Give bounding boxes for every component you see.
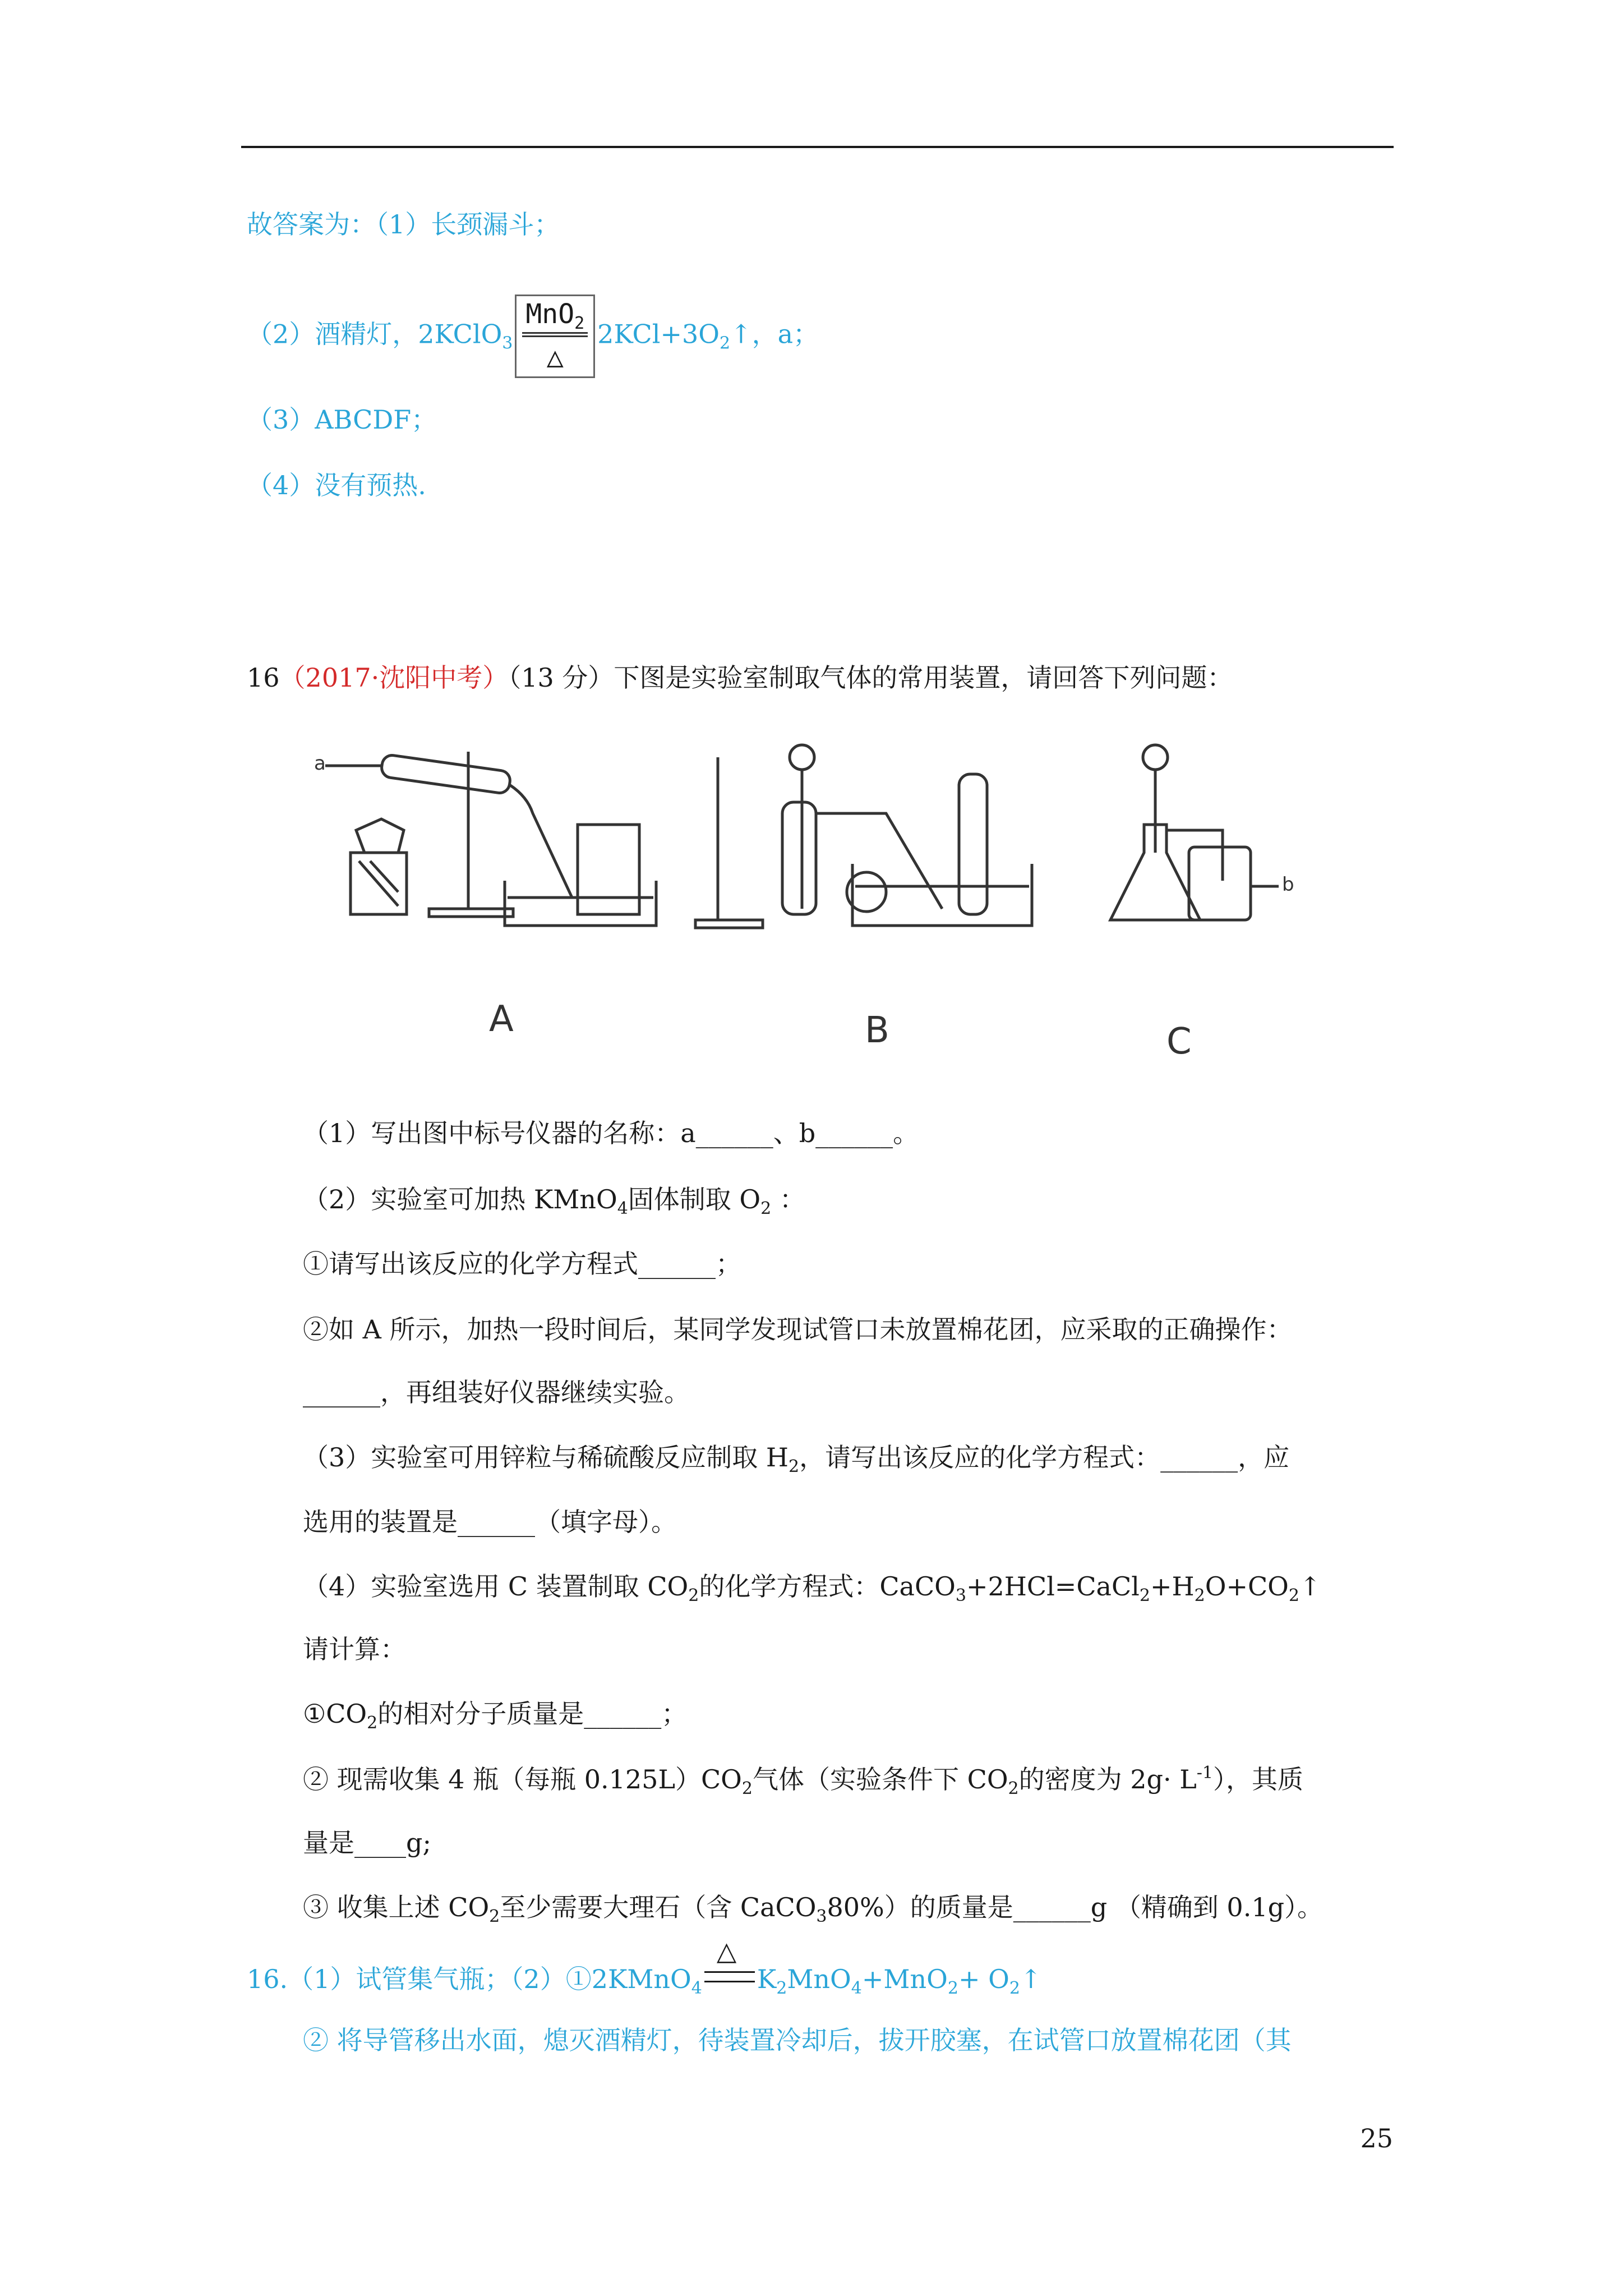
test-tube-b xyxy=(782,802,816,914)
apparatus-diagram xyxy=(314,740,1301,1088)
long-neck-funnel-b xyxy=(790,745,814,770)
iron-stand-a-base xyxy=(429,909,513,917)
question-part-4: （4）实验室选用 C 装置制取 $CO_2$的化学方程式：$CaCO_3+2HCl=CaCl_2+H_2O+CO_2↑$ xyxy=(303,1571,1321,1605)
question-stem: 16（2017·沈阳中考）（13 分）下图是实验室制取气体的常用装置，请回答下列问题： xyxy=(247,662,1233,693)
answer-part-4: （4）没有预热. xyxy=(247,470,426,500)
answer-part-1: （1）长颈漏斗； xyxy=(376,209,560,240)
water-trough-a xyxy=(505,881,656,926)
apparatus-figure xyxy=(314,740,1301,1088)
calc-part-3: ③ 收集上述 $CO_2$至少需要大理石（含 CaCO$_3$80%）的质量是______g （精确到 0.1g）。 xyxy=(303,1892,1324,1926)
water-trough-b xyxy=(852,864,1032,926)
answer-part-3: （3）ABCDF； xyxy=(247,404,437,435)
question-part-2-1: ①请写出该反应的化学方程式______； xyxy=(303,1249,741,1279)
question-part-2-2a: ②如 A 所示，加热一段时间后，某同学发现试管口未放置棉花团，应采取的正确操作： xyxy=(303,1314,1293,1345)
question-part-2: （2）实验室可加热 KMnO$_4$固体制取 $O_2$ ： xyxy=(303,1184,805,1218)
label-c: C xyxy=(1166,1021,1192,1062)
question-part-2-2b: ______，再组装好仪器继续实验。 xyxy=(303,1377,690,1407)
page-number: 25 xyxy=(1360,2123,1393,2154)
answer-intro: 故答案为： xyxy=(247,209,376,240)
test-tube-a xyxy=(380,754,511,794)
label-a: A xyxy=(489,999,514,1040)
mark-a: a xyxy=(314,752,326,775)
header-rule xyxy=(241,146,1394,148)
calc-part-2b: 量是____g; xyxy=(303,1828,431,1858)
long-neck-funnel-c xyxy=(1143,745,1168,770)
delivery-tube-a xyxy=(510,785,572,898)
collecting-bottle-a xyxy=(578,825,639,914)
question-part-3a: （3）实验室可用锌粒与稀硫酸反应制取 $H_2$，请写出该反应的化学方程式：______，应 xyxy=(303,1442,1290,1476)
question-source: （2017·沈阳中考） xyxy=(279,662,509,693)
gas-jar-c xyxy=(1189,847,1251,920)
calc-part-1: $①CO_2$的相对分子质量是______； xyxy=(303,1699,688,1733)
label-b: B xyxy=(865,1010,889,1051)
delivery-tube-c xyxy=(1166,830,1223,881)
question-part-3b: 选用的装置是______（填字母）。 xyxy=(303,1507,677,1537)
answer-intro-line xyxy=(247,208,560,241)
calc-heading: 请计算： xyxy=(303,1634,406,1664)
iron-stand-b-base xyxy=(695,920,763,928)
answer-16-line-1: 16.（1）试管集气瓶；（2）①2KMnO$_4$ △ $K_2MnO_4+MnO_2+$ $O_2↑$ xyxy=(247,1936,1042,1998)
reaction-condition-box: $\frac{MnO_2}{\triangle}$ xyxy=(515,295,595,378)
calc-part-2: ② 现需收集 4 瓶（每瓶 $0.125L)CO_2$气体（实验条件下 $CO_2$的密度为 $2g\cdot L^{-1}$），其质 xyxy=(303,1763,1303,1798)
mark-b: b xyxy=(1282,873,1294,896)
alcohol-lamp-flame xyxy=(356,819,404,853)
answer-part-2: （2）酒精灯，2KClO$_3$ $\frac{MnO_2}{\triangle}$ $2KCl+3O_2↑$，a； xyxy=(247,295,819,378)
collecting-tube-b xyxy=(959,774,987,914)
delivery-tube-b xyxy=(816,813,942,909)
answer-16-line-2: ② 将导管移出水面，熄灭酒精灯，待装置冷却后，拔开胶塞，在试管口放置棉花团（其 xyxy=(303,2025,1292,2055)
heat-condition-sign: △ xyxy=(704,1958,755,1991)
question-part-1: （1）写出图中标号仪器的名称：a______、b______。 xyxy=(303,1118,919,1148)
